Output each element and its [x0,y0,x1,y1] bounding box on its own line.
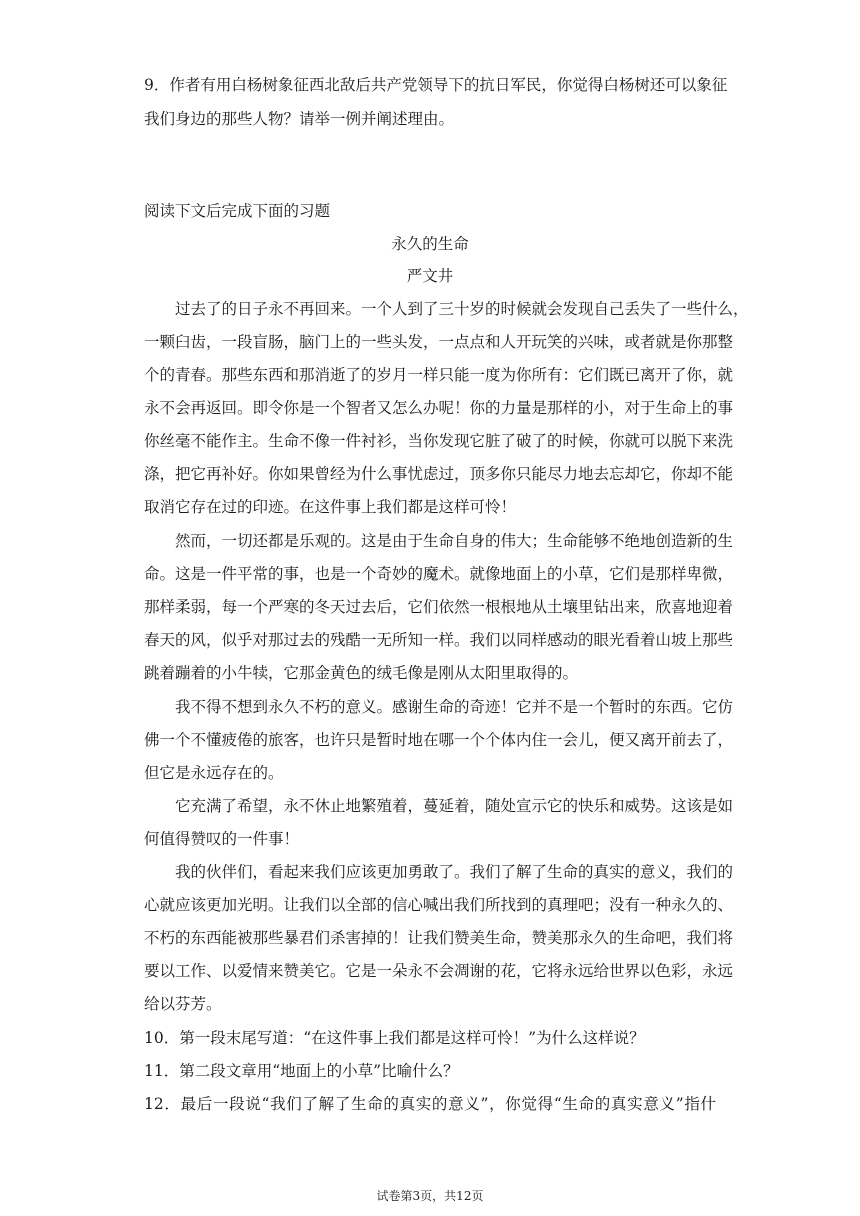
paragraph-1-line-3: 个的青春。那些东西和那消逝了的岁月一样只能一度为你所有：它们既已离开了你，就 [144,366,734,384]
reading-instruction: 阅读下文后完成下面的习题 [144,202,331,220]
question-9-line-1: 9．作者有用白杨树象征西北敌后共产党领导下的抗日军民，你觉得白杨树还可以象征 [144,76,728,94]
paragraph-2-line-3: 那样柔弱，每一个严寒的冬天过去后，它们依然一根根地从土壤里钻出来，欣喜地迎着 [144,598,734,616]
paragraph-1-line-4: 永不会再返回。即令你是一个智者又怎么办呢！你的力量是那样的小，对于生命上的事 [144,399,734,417]
paragraph-2-line-1: 然而，一切还都是乐观的。这是由于生命自身的伟大；生命能够不绝地创造新的生 [175,532,734,550]
paragraph-1-line-5: 你丝毫不能作主。生命不像一件衬衫，当你发现它脏了破了的时候，你就可以脱下来洗 [144,432,734,450]
paragraph-4-line-1: 它充满了希望，永不休止地繁殖着，蔓延着，随处宣示它的快乐和威势。这该是如 [175,797,734,815]
paragraph-5-line-4: 要以工作、以爱情来赞美它。它是一朵永不会凋谢的花，它将永远给世界以色彩，永远 [144,962,734,980]
paragraph-2-line-5: 跳着蹦着的小牛犊，它那金黄色的绒毛像是刚从太阳里取得的。 [144,664,579,682]
paragraph-3-line-1: 我不得不想到永久不朽的意义。感谢生命的奇迹！它并不是一个暂时的东西。它仿 [175,698,734,716]
paragraph-5-line-3: 不朽的东西能被那些暴君们杀害掉的！让我们赞美生命，赞美那永久的生命吧，我们将 [144,929,734,947]
article-title: 永久的生命 [391,235,469,253]
question-10: 10．第一段末尾写道：“在这件事上我们都是这样可怜！”为什么这样说？ [144,1029,645,1047]
question-11: 11．第二段文章用“地面上的小草”比喻什么？ [144,1062,459,1080]
question-9-line-2: 我们身边的那些人物？请举一例并阐述理由。 [144,110,455,128]
page-footer: 试卷第3页，共12页 [376,1189,484,1203]
paragraph-1-line-1: 过去了的日子永不再回来。一个人到了三十岁的时候就会发现自己丢失了一些什么， [175,300,749,318]
article-author: 严文井 [406,267,454,285]
paragraph-1-line-2: 一颗臼齿，一段盲肠，脑门上的一些头发，一点点和人开玩笑的兴味，或者就是你那整 [144,333,734,351]
paragraph-1-line-6: 涤，把它再补好。你如果曾经为什么事忧虑过，顶多你只能尽力地去忘却它，你却不能 [144,465,734,483]
paragraph-4-line-2: 何值得赞叹的一件事！ [144,830,300,848]
paragraph-1-line-7: 取消它存在过的印迹。在这件事上我们都是这样可怜！ [144,498,517,516]
paragraph-5-line-5: 给以芬芳。 [144,995,222,1013]
paragraph-3-line-2: 佛一个不懂疲倦的旅客，也许只是暂时地在哪一个个体内住一会儿，便又离开前去了， [144,731,734,749]
paragraph-5-line-2: 心就应该更加光明。让我们以全部的信心喊出我们所找到的真理吧；没有一种永久的、 [144,896,734,914]
question-12: 12．最后一段说“我们了解了生命的真实的意义”，你觉得“生命的真实意义”指什 [144,1095,716,1113]
paragraph-2-line-2: 命。这是一件平常的事，也是一个奇妙的魔术。就像地面上的小草，它们是那样卑微， [144,565,734,583]
paragraph-2-line-4: 春天的风，似乎对那过去的残酷一无所知一样。我们以同样感动的眼光看着山坡上那些 [144,631,734,649]
paragraph-5-line-1: 我的伙伴们，看起来我们应该更加勇敢了。我们了解了生命的真实的意义，我们的 [175,863,734,881]
paragraph-3-line-3: 但它是永远存在的。 [144,764,284,782]
